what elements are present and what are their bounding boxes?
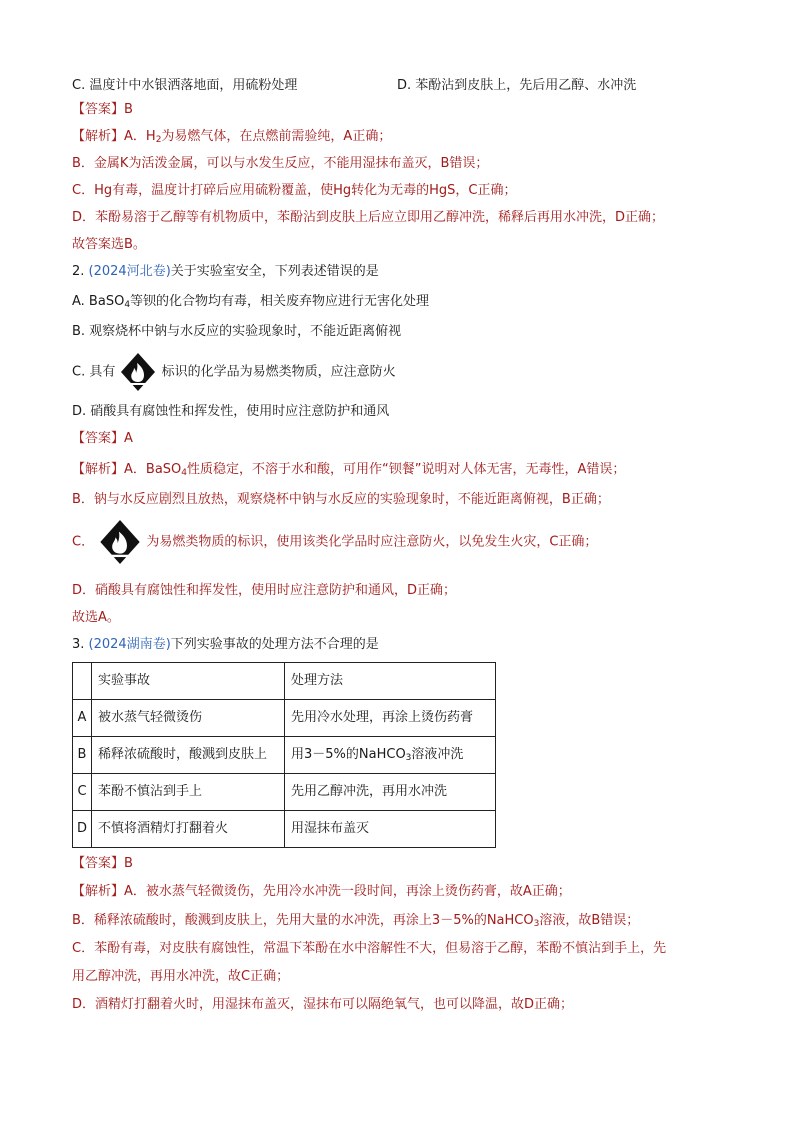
table-header-cell: 处理方法: [285, 663, 496, 700]
table-row: [73, 811, 496, 848]
q1-answer: 【答案】B: [72, 102, 133, 117]
subscript: 3: [533, 919, 540, 929]
subscript: 2: [155, 135, 162, 145]
q2-option-b: B. 观察烧杯中钠与水反应的实验现象时，不能近距离俯视: [72, 324, 402, 339]
question-number: 3.: [72, 637, 85, 652]
q1-analysis-c: C．Hg有毒，温度计打碎后应用硫粉覆盖，使Hg转化为无毒的HgS，C正确；: [72, 183, 517, 198]
question-text: 关于实验室安全，下列表述错误的是: [170, 264, 379, 279]
subscript: 4: [181, 468, 188, 478]
row-event: 苯酚不慎沾到手上: [92, 774, 285, 811]
row-event: 不慎将酒精灯打翻着火: [92, 811, 285, 848]
q2-analysis-a: [72, 461, 625, 479]
table-row: [73, 737, 496, 774]
option-text: 标识的化学品为易燃类物质，应注意防火: [161, 364, 396, 380]
q1-conclusion: 故答案选B。: [72, 237, 146, 252]
q2-stem: [72, 263, 379, 281]
option-text: C. 具有: [72, 364, 116, 380]
row-method: [285, 737, 496, 774]
flammable-hazard-icon: [119, 351, 157, 393]
question-number: 2.: [72, 264, 85, 279]
option-text: 等钡的化合物均有毒，相关废弃物应进行无害化处理: [130, 294, 430, 309]
q3-analysis-c-line2: 用乙醇冲洗，再用水冲洗，故C正确；: [72, 969, 290, 984]
q2-option-a: [72, 293, 429, 311]
row-method: 先用乙醇冲洗，再用水冲洗: [285, 774, 496, 811]
question-text: 下列实验事故的处理方法不合理的是: [170, 637, 379, 652]
table-header-cell: [73, 663, 92, 700]
subscript: 4: [124, 300, 131, 310]
q1-option-d: D. 苯酚沾到皮肤上，先后用乙醇、水冲洗: [397, 78, 637, 93]
analysis-text: A．被水蒸气轻微烫伤，先用冷水冲洗一段时间，再涂上烫伤药膏，故A正确；: [124, 884, 571, 899]
table-row: [73, 774, 496, 811]
analysis-text: A．BaSO: [124, 462, 182, 477]
analysis-text: A．H: [124, 129, 156, 144]
q3-analysis-b: [72, 912, 639, 930]
analysis-tag: 【解析】: [72, 462, 125, 477]
analysis-text: 性质稳定，不溶于水和酸，可用作“钡餐”说明对人体无害，无毒性，A错误；: [187, 462, 626, 477]
q1-option-c: C. 温度计中水银洒落地面，用硫粉处理: [72, 78, 298, 93]
row-event: 稀释浓硫酸时，酸溅到皮肤上: [92, 737, 285, 774]
q2-conclusion: 故选A。: [72, 610, 120, 625]
row-event: 被水蒸气轻微烫伤: [92, 700, 285, 737]
accident-table: [72, 662, 496, 848]
analysis-text: C．: [72, 534, 95, 550]
q1-analysis-d: D．苯酚易溶于乙醇等有机物质中，苯酚沾到皮肤上后应立即用乙醇冲洗，稀释后再用水冲洗，D正确；: [72, 210, 665, 225]
table-header-cell: 实验事故: [92, 663, 285, 700]
q3-answer: 【答案】B: [72, 856, 133, 871]
question-source: (2024湖南卷): [88, 637, 171, 652]
analysis-tag: 【解析】: [72, 129, 125, 144]
row-key: C: [73, 774, 92, 811]
row-key: D: [73, 811, 92, 848]
table-row: [73, 700, 496, 737]
q2-analysis-b: B．钠与水反应剧烈且放热，观察烧杯中钠与水反应的实验现象时，不能近距离俯视，B正确；: [72, 492, 610, 507]
table-header-row: [73, 663, 496, 700]
analysis-text: B．稀释浓硫酸时，酸溅到皮肤上，先用大量的水冲洗，再涂上3－5%的NaHCO: [72, 913, 534, 928]
q3-analysis-c-line1: C．苯酚有毒，对皮肤有腐蚀性，常温下苯酚在水中溶解性不大，但易溶于乙醇，苯酚不慎沾到手上，先: [72, 941, 667, 956]
analysis-text: 为易燃气体，在点燃前需验纯，A正确；: [161, 129, 392, 144]
q2-analysis-d: D．硝酸具有腐蚀性和挥发性，使用时应注意防护和通风，D正确；: [72, 583, 457, 598]
analysis-text: 溶液，故B错误；: [539, 913, 640, 928]
row-method: 用湿抹布盖灭: [285, 811, 496, 848]
q2-option-c: [72, 351, 396, 394]
q1-analysis-b: B．金属K为活泼金属，可以与水发生反应，不能用湿抹布盖灭，B错误；: [72, 156, 489, 171]
q2-option-d: D. 硝酸具有腐蚀性和挥发性，使用时应注意防护和通风: [72, 404, 390, 419]
q3-analysis-d: D．酒精灯打翻着火时，用湿抹布盖灭，湿抹布可以隔绝氧气，也可以降温，故D正确；: [72, 997, 574, 1012]
analysis-text: 为易燃类物质的标识，使用该类化学品时应注意防火，以免发生火灾，C正确；: [146, 534, 598, 550]
q2-answer: 【答案】A: [72, 431, 133, 446]
option-text: A. BaSO: [72, 294, 125, 309]
q1-analysis-a: [72, 128, 391, 146]
row-key: B: [73, 737, 92, 774]
q3-analysis-a: [72, 883, 571, 901]
analysis-tag: 【解析】: [72, 884, 125, 899]
flammable-hazard-icon: [98, 517, 142, 567]
row-key: A: [73, 700, 92, 737]
subscript: 3: [405, 753, 412, 763]
question-source: (2024河北卷): [88, 264, 171, 279]
method-text: 溶液冲洗: [411, 747, 464, 762]
row-method: 先用冷水处理，再涂上烫伤药膏: [285, 700, 496, 737]
q3-stem: [72, 636, 379, 654]
q2-analysis-c: [72, 517, 597, 568]
method-text: 用3－5%的NaHCO: [291, 747, 406, 762]
